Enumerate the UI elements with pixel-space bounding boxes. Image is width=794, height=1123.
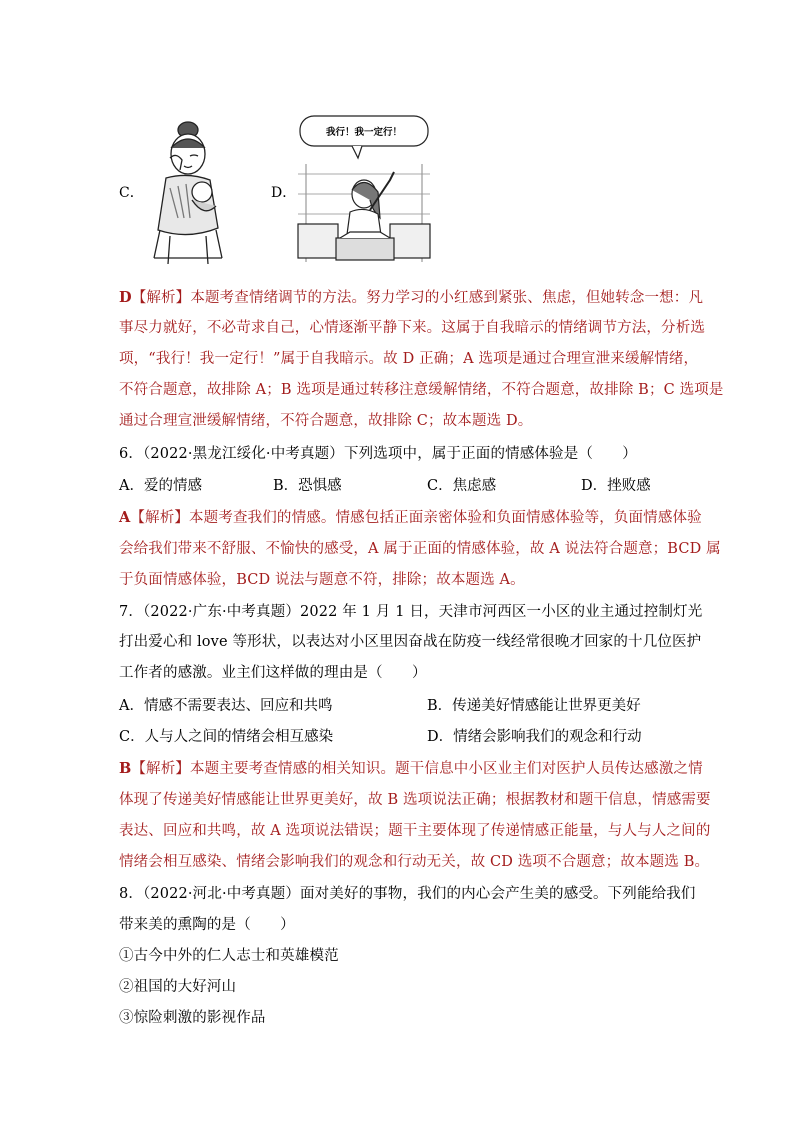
q5-analysis-line-3: 项，“我行！我一定行！”属于自我暗示。故 D 正确；A 选项是通过合理宣泄来缓解情绪， xyxy=(119,351,699,367)
q5-analysis-text: 本题考查情绪调节的方法。努力学习的小红感到紧张、焦虑，但她转念一想：凡 xyxy=(190,290,704,306)
q6-option-d: D．挫败感 xyxy=(581,478,651,494)
q5-analysis-line-5: 通过合理宣泄缓解情绪，不符合题意，故排除 C；故本题选 D。 xyxy=(119,413,533,429)
q7-answer-letter: B xyxy=(119,760,132,777)
q8-item-2: ②祖国的大好河山 xyxy=(119,979,237,995)
q7-stem-line-3: 工作者的感激。业主们这样做的理由是（ ） xyxy=(119,665,427,681)
mother-crying-illustration xyxy=(140,118,236,266)
q6-option-b: B．恐惧感 xyxy=(273,478,342,494)
q6-analysis-tag: 【解析】 xyxy=(130,510,190,526)
q7-option-a: A．情感不需要表达、回应和共鸣 xyxy=(119,698,333,714)
q5-answer-letter: D xyxy=(119,289,132,306)
q6-analysis-line-3: 于负面情感体验，BCD 说法与题意不符，排除；故本题选 A。 xyxy=(119,572,525,588)
option-d-label: D． xyxy=(271,185,297,201)
q7-analysis-line-3: 表达、回应和共鸣，故 A 选项说法错误；题干主要体现了传递情感正能量，与人与人之间的 xyxy=(119,823,711,839)
q7-option-b: B．传递美好情感能让世界更美好 xyxy=(427,698,641,714)
q7-analysis-text: 本题主要考查情感的相关知识。题干信息中小区业主们对医护人员传达感激之情 xyxy=(190,761,703,777)
q5-analysis-line-2: 事尽力就好，不必苛求自己，心情逐渐平静下来。这属于自我暗示的情绪调节方法，分析选 xyxy=(119,320,705,336)
q7-option-c: C．人与人之间的情绪会相互感染 xyxy=(119,729,334,745)
q6-answer-letter: A xyxy=(119,509,131,526)
q8-item-1: ①古今中外的仁人志士和英雄模范 xyxy=(119,948,339,964)
q6-analysis-text: 本题考查我们的情感。情感包括正面亲密体验和负面情感体验等，负面情感体验 xyxy=(189,510,702,526)
q6-analysis-line-1 xyxy=(119,508,702,528)
speech-bubble-text: 我行！我一定行！ xyxy=(325,127,403,138)
q6-analysis-line-2: 会给我们带来不舒服、不愉快的感受，A 属于正面的情感体验，故 A 说法符合题意；BCD 属 xyxy=(119,541,721,557)
q7-analysis-line-4: 情绪会相互感染、情绪会影响我们的观念和行动无关，故 CD 选项不合题意；故本题选 B。 xyxy=(119,854,710,870)
q6-option-c: C．焦虑感 xyxy=(427,478,497,494)
q8-stem-line-2: 带来美的熏陶的是（ ） xyxy=(119,917,295,933)
q7-stem-line-1: 7．（2022·广东·中考真题）2022 年 1 月 1 日，天津市河西区一小区的业主通过控制灯光 xyxy=(119,604,703,620)
option-c-label: C． xyxy=(119,185,144,201)
q6-option-a: A．爱的情感 xyxy=(119,478,202,494)
q8-item-3: ③惊险刺激的影视作品 xyxy=(119,1010,266,1026)
girl-cheering-illustration xyxy=(296,114,432,264)
q6-stem: 6．（2022·黑龙江绥化·中考真题）下列选项中，属于正面的情感体验是（ ） xyxy=(119,446,637,462)
q7-stem-line-2: 打出爱心和 love 等形状，以表达对小区里因奋战在防疫一线经常很晚才回家的十几位医护 xyxy=(119,634,702,650)
q7-analysis-line-2: 体现了传递美好情感能让世界更美好，故 B 选项说法正确；根据教材和题干信息，情感需要 xyxy=(119,792,711,808)
q8-stem-line-1: 8．（2022·河北·中考真题）面对美好的事物，我们的内心会产生美的感受。下列能给我们 xyxy=(119,886,696,902)
q5-analysis-line-1 xyxy=(119,288,704,308)
q5-analysis-tag: 【解析】 xyxy=(131,290,191,306)
q5-analysis-line-4: 不符合题意，故排除 A；B 选项是通过转移注意缓解情绪，不符合题意，故排除 B；C 选项是 xyxy=(119,382,724,398)
q7-analysis-line-1 xyxy=(119,759,703,779)
q7-option-d: D．情绪会影响我们的观念和行动 xyxy=(427,729,642,745)
q7-analysis-tag: 【解析】 xyxy=(131,761,191,777)
